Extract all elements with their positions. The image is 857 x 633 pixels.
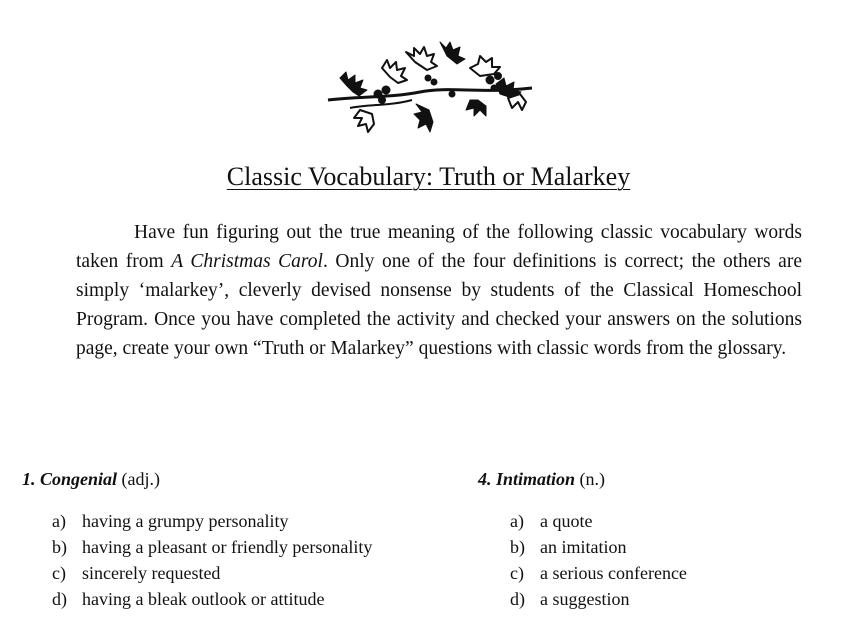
option-text: having a grumpy personality	[82, 511, 289, 531]
option-letter: a)	[510, 511, 524, 531]
question-number: 1.	[22, 469, 36, 489]
book-title: A Christmas Carol	[171, 251, 323, 272]
option-letter: d)	[52, 589, 67, 609]
intro-text-end: . Only one of the four definitions is correct; the others are simply ‘malarkey’, cleverly devised nonsense by students of the Classical Homeschool Program. Once you have completed the activity and checked your answers on the solutions page, create your own “Truth or Malarkey” questions with classic words from the glossary.	[76, 251, 802, 359]
answer-option[interactable]	[52, 534, 372, 560]
question-congenial	[22, 466, 373, 609]
answer-option[interactable]	[510, 534, 687, 560]
option-letter: b)	[52, 537, 67, 557]
option-text: a suggestion	[540, 589, 630, 609]
answer-option[interactable]	[52, 560, 372, 586]
option-letter: b)	[510, 537, 525, 557]
question-number: 4.	[478, 469, 492, 489]
answer-option[interactable]	[510, 560, 687, 586]
option-letter: c)	[510, 563, 524, 583]
option-text: having a bleak outlook or attitude	[82, 589, 325, 609]
answer-option[interactable]	[52, 586, 372, 612]
answer-option[interactable]	[510, 586, 687, 612]
option-text: an imitation	[540, 537, 627, 557]
option-text: sincerely requested	[82, 563, 221, 583]
part-of-speech: (n.)	[579, 469, 606, 489]
option-text: a quote	[540, 511, 593, 531]
option-letter: d)	[510, 589, 525, 609]
holly-branch-icon	[320, 38, 540, 138]
part-of-speech: (adj.)	[121, 469, 161, 489]
question-heading	[22, 466, 160, 492]
option-letter: c)	[52, 563, 66, 583]
option-text: a serious conference	[540, 563, 687, 583]
answer-options	[510, 508, 687, 612]
intro-paragraph	[76, 218, 802, 363]
answer-option[interactable]	[52, 508, 372, 534]
page-title: Classic Vocabulary: Truth or Malarkey	[226, 162, 631, 191]
question-heading	[478, 466, 605, 492]
answer-option[interactable]	[510, 508, 687, 534]
intro-text-start: Have fun figuring out the true meaning of the following classic vocabulary words taken from	[76, 222, 802, 272]
vocab-word: Intimation	[496, 469, 576, 489]
question-intimation	[478, 466, 687, 609]
vocab-word: Congenial	[40, 469, 118, 489]
answer-options	[52, 508, 372, 612]
option-letter: a)	[52, 511, 66, 531]
option-text: having a pleasant or friendly personality	[82, 537, 373, 557]
